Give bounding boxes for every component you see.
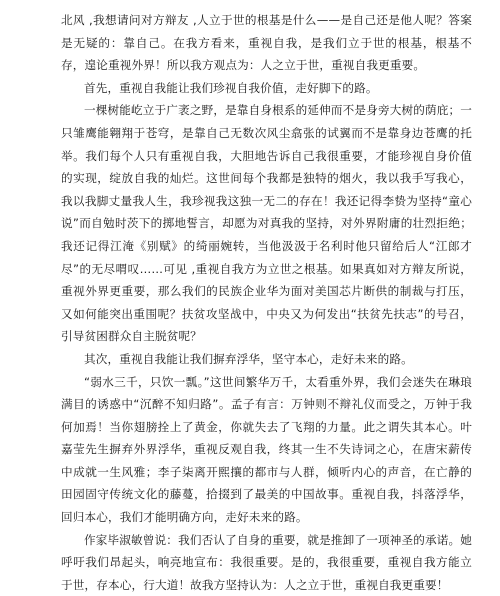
paragraph-second-point-heading: 其次，重视自我能让我们摒弃浮华，坚守本心，走好未来的路。 <box>84 351 413 366</box>
paragraph-opening: 北风 ,我想请问对方辩友 ,人立于世的根基是什么——是自己还是他人呢？答案是无疑的：靠自己。在我方看来，重视自我，是我们立于世的根基，根基不存，遑论重视外界！所以我方观点为：人之立于世，重视自我更重要。 <box>61 13 472 73</box>
paragraph-first-point-body: 一棵树能屹立于广袤之野，是靠自身根系的延伸而不是身旁大树的荫庇；一只雏鹰能翱翔于苍穹，是靠自己无数次风尘翕张的试翼而不是靠身边苍鹰的托举。我们每个人只有重视自我，大胆地告诉自己我很重要，才能珍视自身价值的实现，绽放自我的灿烂。这世间每个我都是独特的烟火，我以我手写我心，我以我脚丈量我人生，我珍视我这独一无二的存在！我还记得李贽为坚持“童心说”而自勉时茨下的掷地誓言，却愿为对真我的坚持，对外界附庸的壮烈拒绝；我还记得江淹《别赋》的绮丽婉转，当他汲汲于名利时他只留给后人“江郎才尽”的无尽喟叹……可见 ,重视自我方为立世之根基。如果真如对方辩友所说，重视外界更重要，那么我们的民族企业华为面对美国芯片断供的制裁与打压，又如何能突出重围呢？扶贫攻坚战中，中央又为何发出“扶贫先扶志”的号召，引导贫困群众自主脱贫呢？ <box>61 103 472 344</box>
paragraph-conclusion: 作家毕淑敏曾说：我们否认了自身的重要，就是推卸了一项神圣的承诺。她呼吁我们昂起头，响亮地宣布：我很重要。是的，我很重要，重视自我方能立于世，存本心，行大道！故我方坚持认为：人之立于世，重视自我更重要！ <box>61 532 472 592</box>
paragraph-first-point-heading: 首先，重视自我能让我们珍视自我价值，走好脚下的路。 <box>84 80 378 95</box>
paragraph-second-point-body: “弱水三千，只饮一瓢。”这世间繁华万千，太看重外界，我们会迷失在琳琅满目的诱惑中“沉醉不知归路”。孟子有言：万钟则不辩礼仪而受之，万钟于我何加焉！当你翅膀拴上了黄金，你就失去了飞翔的力量。此之谓失其本心。叶嘉莹先生摒弃外界浮华，重视反观自我，终其一生不失诗词之心，在唐宋薪传中成就一生风雅；李子柒离开熙攘的都市与人群，倾听内心的声音，在亡静的田园固守传统文化的藤蔓，拾掇到了最美的中国故事。重视自我，抖落浮华，回归本心，我们才能明确方向，走好未来的路。 <box>61 374 472 525</box>
